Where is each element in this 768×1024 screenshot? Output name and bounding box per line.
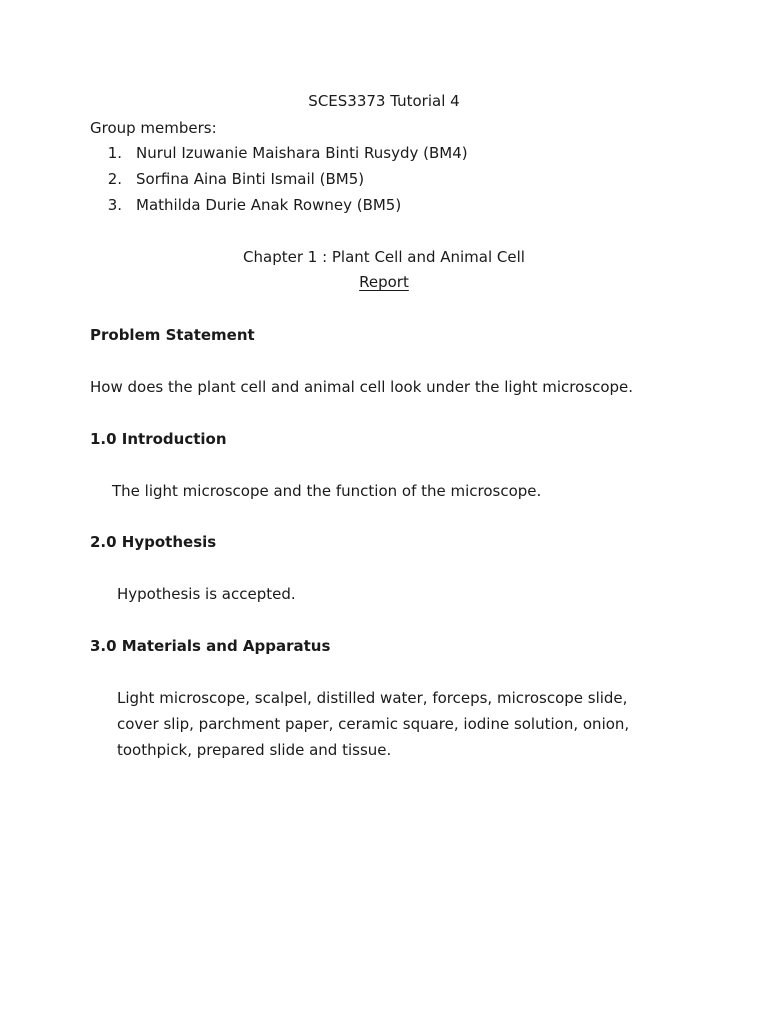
problem-statement-text: How does the plant cell and animal cell look under the light microscope. — [90, 378, 634, 396]
group-members-label: Group members: — [90, 119, 217, 137]
problem-statement-heading: Problem Statement — [90, 326, 255, 344]
introduction-text: The light microscope and the function of the microscope. — [112, 482, 542, 500]
materials-line: toothpick, prepared slide and tissue. — [117, 741, 392, 759]
hypothesis-text: Hypothesis is accepted. — [117, 585, 296, 603]
chapter-title: Chapter 1 : Plant Cell and Animal Cell — [243, 248, 525, 266]
materials-line: cover slip, parchment paper, ceramic square, iodine solution, onion, — [117, 715, 630, 733]
member-name: Mathilda Durie Anak Rowney (BM5) — [136, 196, 402, 214]
materials-heading: 3.0 Materials and Apparatus — [90, 637, 331, 655]
member-name: Sorfina Aina Binti Ismail (BM5) — [136, 170, 365, 188]
hypothesis-heading: 2.0 Hypothesis — [90, 533, 217, 551]
member-number: 3. — [107, 196, 122, 214]
member-name: Nurul Izuwanie Maishara Binti Rusydy (BM4) — [136, 144, 468, 162]
introduction-heading: 1.0 Introduction — [90, 430, 227, 448]
member-number: 1. — [107, 144, 122, 162]
report-subtitle: Report — [359, 273, 409, 291]
member-number: 2. — [107, 170, 122, 188]
document-title: SCES3373 Tutorial 4 — [308, 92, 460, 110]
materials-line: Light microscope, scalpel, distilled water, forceps, microscope slide, — [117, 689, 628, 707]
